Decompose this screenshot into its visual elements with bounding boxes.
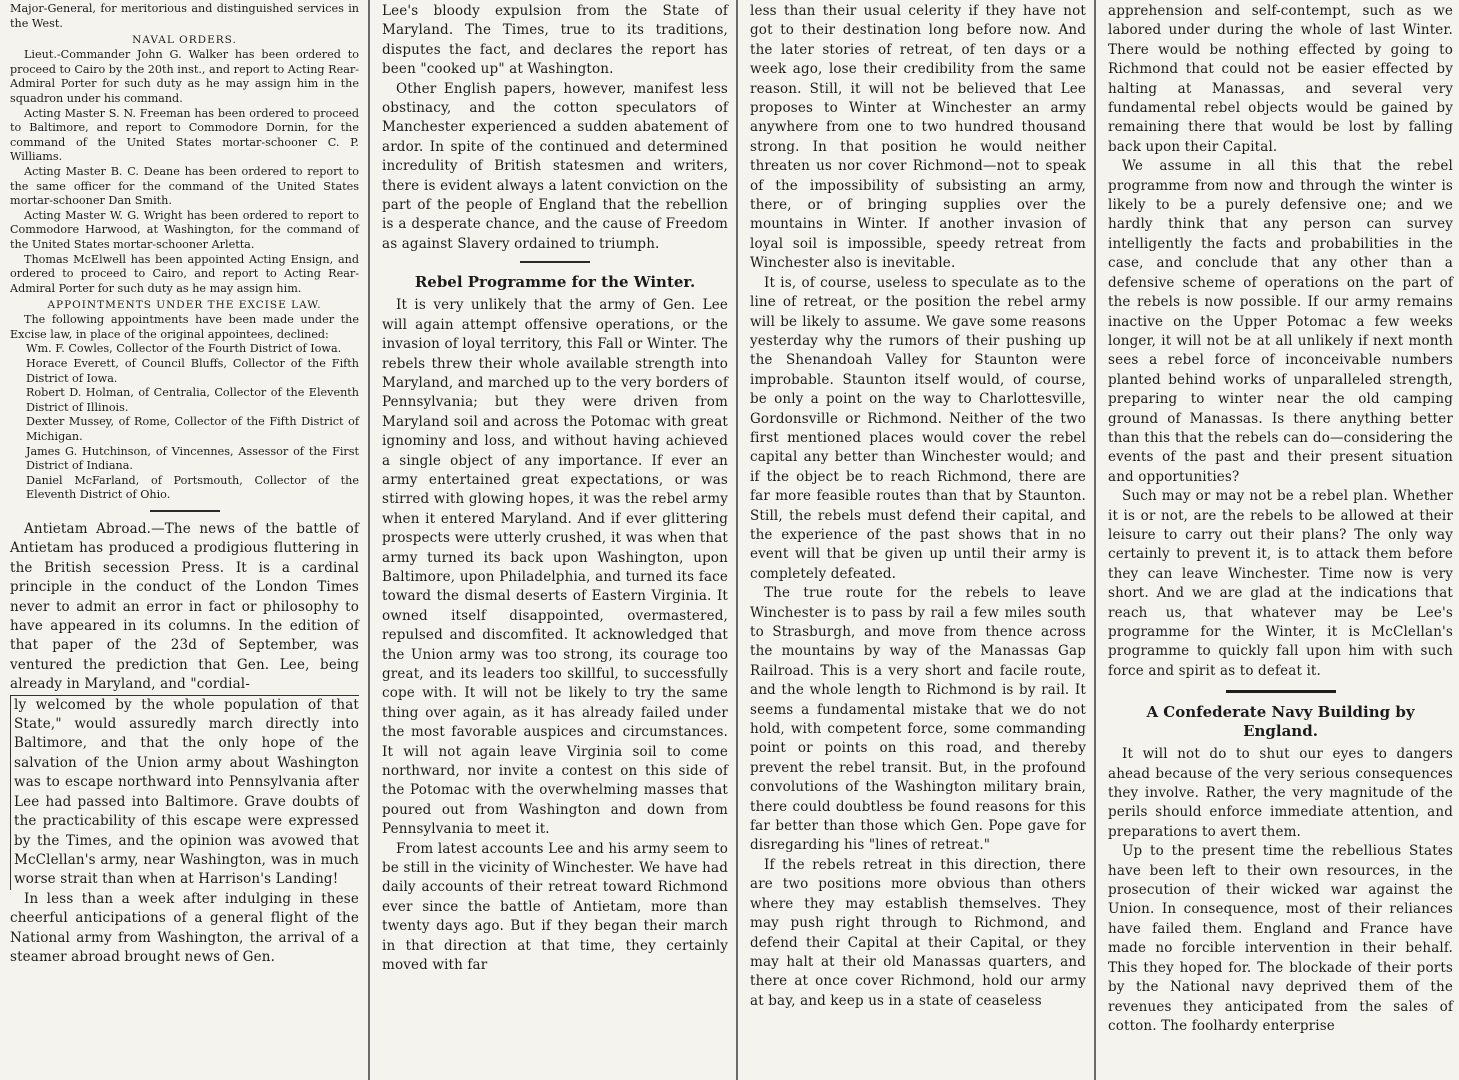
naval-order: Acting Master S. N. Freeman has been ordered to proceed to Baltimore, and report to Commodore Dornin, for the command of the United States mortar-schooner C. P. Williams. bbox=[10, 106, 359, 164]
paragraph: From latest accounts Lee and his army seem to be still in the vicinity of Winchester. We have had daily accounts of their retreat toward Richmond ever since the battle of Antietam, more than twenty days ago. But if they began their march in that direction at that time, they certainly moved with far bbox=[382, 840, 728, 974]
paragraph: It will not do to shut our eyes to dangers ahead because of the very serious consequences they involve. Rather, the very magnitude of the perils should enforce immediate attention, and preparations to avert them. bbox=[1108, 746, 1453, 840]
antietam-paragraph-marked: ly welcomed by the whole population of that State," would assuredly march directly into Baltimore, and that the only hope of the salvation of the Union army about Washington was to escape northward into Pennsylvania after Lee had passed into Baltimore. Grave doubts of the practicability of this escape were expressed by the Times, and the opinion was avowed that McClellan's army, near Washington, was in much worse strait than when at Harrison's Landing! bbox=[10, 695, 359, 890]
section-divider bbox=[1226, 690, 1336, 693]
intro-text: Major-General, for meritorious and distinguished services in the West. bbox=[10, 2, 359, 30]
column-rule bbox=[1094, 0, 1096, 1080]
antietam-paragraph: Antietam Abroad.—The news of the battle of Antietam has produced a prodigious fluttering in the British secession Press. It is a cardinal principle in the conduct of the London Times never to admit an error in fact or philosophy to have appeared in its columns. In the edition of that paper of the 23d of September, was ventured the prediction that Gen. Lee, being already in Maryland, and "cordial- bbox=[10, 521, 359, 693]
column-2 bbox=[372, 0, 734, 1080]
excise-item: Robert D. Holman, of Centralia, Collector of the Eleventh District of Illinois. bbox=[26, 386, 359, 414]
column-3-text bbox=[750, 2, 1086, 1011]
excise-list bbox=[10, 342, 359, 503]
paragraph: If the rebels retreat in this direction, there are two positions more obvious than others where they may establish themselves. They may push right through to Richmond, and defend their Capital at their Capital, or they may halt at their old Manassas quarters, and there at once cover Richmond, hold our army at bay, and keep us in a state of ceaseless bbox=[750, 856, 1086, 1009]
column-4 bbox=[1098, 0, 1459, 1080]
naval-order: Acting Master B. C. Deane has been ordered to report to the same officer for the command of the United States mortar-schooner Dan Smith. bbox=[10, 164, 359, 208]
paragraph: It is, of course, useless to speculate as to the line of retreat, or the position the rebel army will be likely to assume. We gave some reasons yesterday why the rumors of their pushing up the Shenandoah Valley for Staunton were improbable. Staunton itself would, of course, be only a point on the way to Charlottesville, Gordonsville or Richmond. Neither of the two first mentioned places would cover the rebel capital any better than Winchester would; and if the object be to reach Richmond, there are far more feasible routes than that by Staunton. Still, the rebels must defend their capital, and the experience of the past shows that in no event will that be given up until their army is completely defeated. bbox=[750, 274, 1086, 582]
naval-order: Lieut.-Commander John G. Walker has been ordered to proceed to Cairo by the 20th inst., and report to Acting Rear-Admiral Porter for such duty as he may assign him in the squadron under his command. bbox=[10, 48, 359, 105]
paragraph: Such may or may not be a rebel plan. Whether it is or not, are the rebels to be allowed at their leisure to carry out their plans? The only way certainly to prevent it, is to attack them before they can leave Winchester. Time now is very short. And we are glad at the indications that reach us, that whatever may be Lee's programme for the Winter, it is McClellan's programme to quickly fall upon him with such force and spirit as to defeat it. bbox=[1108, 488, 1453, 679]
paragraph: less than their usual celerity if they have not got to their destination long before now. And the later stories of retreat, of ten days or a week ago, lose their credibility from the same reason. Still, it will not be believed that Lee proposes to Winter at Winchester an army anywhere from one to two hundred thousand strong. In that position he would neither threaten us nor cover Richmond—not to speak of the impossibility of subsisting an army, there, or of bringing supplies over the mountains in Winter. If another invasion of loyal soil is impossible, speedy retreat from Winchester also is inevitable. bbox=[750, 3, 1086, 272]
column-1 bbox=[0, 0, 365, 1080]
paragraph: We assume in all this that the rebel programme from now and through the winter is likely to be a purely defensive one; and we hardly think that any person can survey intelligently the facts and probabilities in the case, and conclude that any other than a defensive scheme of operations on the part of the rebels is now possible. If our army remains inactive on the Upper Potomac a few weeks longer, it will not be at all unlikely if next month sees a rebel force of inconceivable numbers planted behind works of unparalleled strength, preparing to winter near the old camping ground of Manassas. Is there anything better than this that the rebels can do—considering the events of the past and their present situation and opportunities? bbox=[1108, 158, 1453, 485]
excise-heading: APPOINTMENTS UNDER THE EXCISE LAW. bbox=[47, 299, 322, 312]
column-rule bbox=[736, 0, 738, 1080]
antietam-article bbox=[10, 520, 359, 967]
excise-item: Horace Everett, of Council Bluffs, Collector of the Fifth District of Iowa. bbox=[26, 357, 359, 385]
section-divider bbox=[150, 510, 220, 512]
paragraph: Other English papers, however, manifest less obstinacy, and the cotton speculators of Manchester experienced a sudden abatement of ardor. In spite of the continued and determined incredulity of British statesmen and writers, there is evident always a latent conviction on the part of the people of England that the rebellion is a desperate chance, and the cause of Freedom as against Slavery ordained to triumph. bbox=[382, 80, 728, 252]
excise-intro: The following appointments have been made under the Excise law, in place of the original appointees, declined: bbox=[10, 313, 359, 341]
excise-item: Dexter Mussey, of Rome, Collector of the Fifth District of Michigan. bbox=[26, 415, 359, 444]
column-4-text bbox=[1108, 2, 1453, 1036]
antietam-paragraph: In less than a week after indulging in these cheerful anticipations of a general flight of the National army from Washington, the arrival of a steamer abroad brought news of Gen. bbox=[10, 890, 359, 965]
paragraph: Up to the present time the rebellious States have been left to their own resources, in the prosecution of their wicked war against the Union. In consequence, most of their reliances have failed them. England and France have made no forcible intervention in their behalf. This they hoped for. The blockade of their ports by the National navy deprived them of the revenues they anticipated from the sales of cotton. The foolhardy enterprise bbox=[1108, 843, 1453, 1034]
naval-order: Acting Master W. G. Wright has been ordered to report to Commodore Harwood, at Washington, for the command of the United States mortar-schooner Arletta. bbox=[10, 208, 359, 251]
paragraph: The true route for the rebels to leave Winchester is to pass by rail a few miles south to Strasburgh, and move from thence across the mountains by way of the Manassas Gap Railroad. This is a very short and facile route, and the whole length to Richmond is by rail. It seems a fundamental mistake that we do not hold, with competent force, some commanding point or points on this road, and thereby prevent the rebel transit. But, in the profound convolutions of the Washington military brain, there could doubtless be found reasons for this far better than those which Gen. Pope gave for disregarding his "lines of retreat." bbox=[750, 585, 1086, 854]
naval-orders-heading: NAVAL ORDERS. bbox=[132, 34, 237, 47]
article-heading: Rebel Programme for the Winter. bbox=[414, 273, 696, 292]
paragraph: It is very unlikely that the army of Gen. Lee will again attempt offensive operations, or the invasion of loyal territory, this Fall or Winter. The rebels threw their whole available strength into Maryland, and marched up to the very borders of Pennsylvania; but they were driven from Maryland soil and across the Potomac with great ignominy and loss, and without having achieved a single object of any importance. If ever an army entertained great expectations, or was stirred with glowing hopes, it was the rebel army when it entered Maryland. And if ever glittering prospects were utterly crushed, it was when that army turned its back upon Washington, upon Baltimore, upon Philadelphia, and turned its face toward the dismal deserts of Eastern Virginia. It owned itself disappointed, overmastered, repulsed and discomfited. It acknowledged that the Union army was too strong, its courage too great, and its leaders too skillful, to successfully cope with. It will not be likely to try the same thing over again, as it has already failed under the most favorable auspices and circumstances. It will not again leave Virginia soil to come northward, nor invite a contest on this side of the Potomac with the overwhelming masses that poured out from Washington and down from Pennsylvania to meet it. bbox=[382, 297, 728, 838]
section-divider bbox=[520, 261, 590, 263]
column-3 bbox=[740, 0, 1092, 1080]
excise-item: James G. Hutchinson, of Vincennes, Assessor of the First District of Indiana. bbox=[26, 444, 359, 473]
naval-section bbox=[10, 2, 359, 503]
column-2-text bbox=[382, 2, 728, 976]
naval-order: Thomas McElwell has been appointed Acting Ensign, and ordered to proceed to Cairo, and report to Acting Rear-Admiral Porter for such duty as he may assign him. bbox=[10, 252, 359, 295]
article-heading: A Confederate Navy Building by England. bbox=[1146, 703, 1415, 741]
paragraph: Lee's bloody expulsion from the State of Maryland. The Times, true to its traditions, disputes the fact, and declares the report has been "cooked up" at Washington. bbox=[382, 3, 728, 78]
paragraph: apprehension and self-contempt, such as we labored under during the whole of last Winter. There would be nothing effected by going to Richmond that could not be easier effected by halting at Manassas, and several very fundamental rebel objects would be gained by remaining there that would be lost by falling back upon their Capital. bbox=[1108, 3, 1453, 155]
excise-item: Daniel McFarland, of Portsmouth, Collector of the Eleventh District of Ohio. bbox=[26, 473, 359, 502]
column-rule bbox=[368, 0, 370, 1080]
excise-item: Wm. F. Cowles, Collector of the Fourth District of Iowa. bbox=[26, 342, 342, 356]
